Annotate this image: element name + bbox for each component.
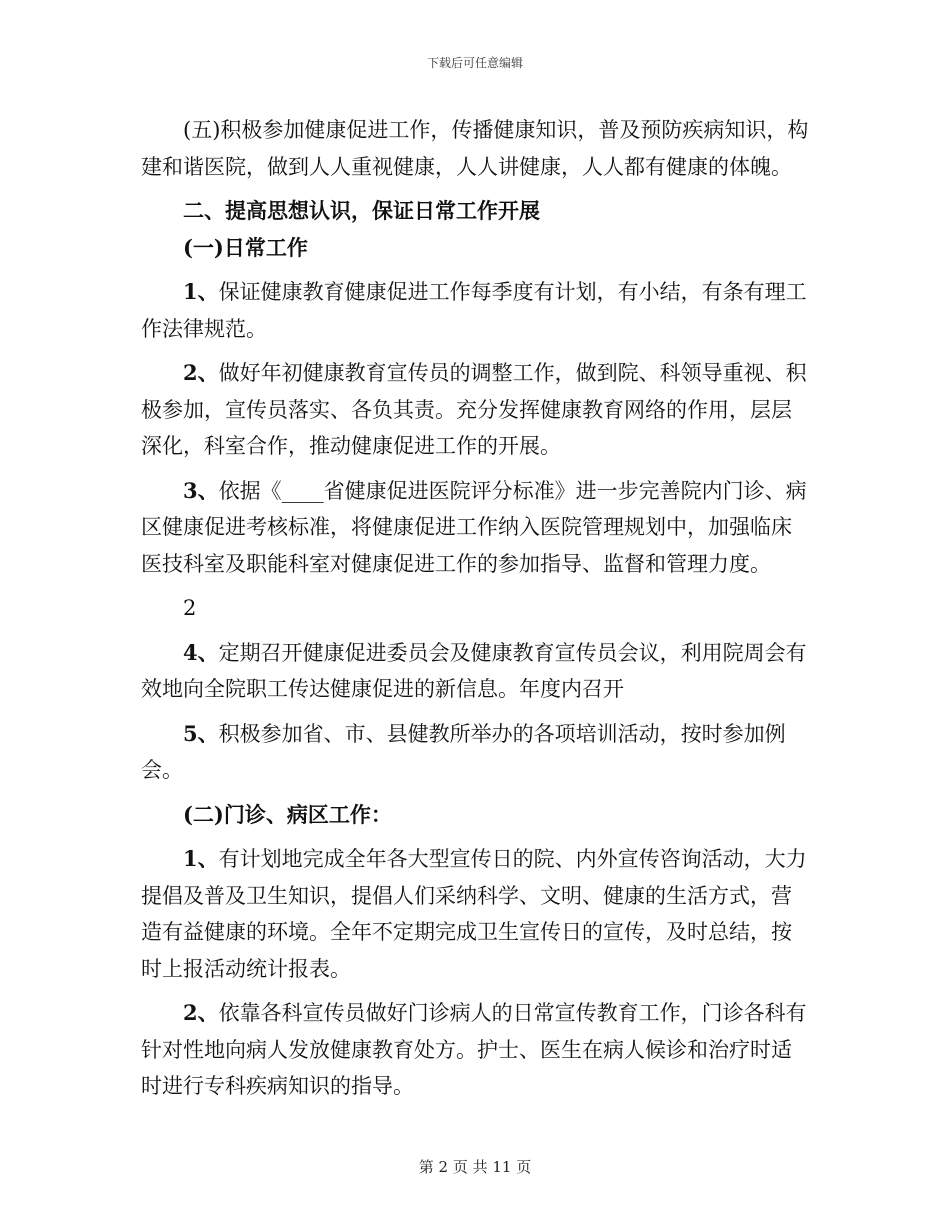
page-footer-number: 第 2 页 共 11 页	[418, 1158, 532, 1176]
list-item	[141, 995, 811, 1105]
item-text: 保证健康教育健康促进工作每季度有计划，有小结，有条有理工作法律规范。	[141, 280, 807, 341]
item-text: 积极参加省、市、县健教所举办的各项培训活动，按时参加例会。	[141, 721, 786, 782]
item-text: 依靠各科宣传员做好门诊病人的日常宣传教育工作，门诊各科有针对性地向病人发放健康教育处方。护士、医生在病人候诊和治疗时适时进行专科疾病知识的指导。	[141, 1001, 807, 1098]
page-marker: 2	[183, 596, 197, 620]
page-header-note: 下载后可任意编辑	[426, 56, 523, 70]
list-item	[141, 716, 811, 789]
item-text: 做好年初健康教育宣传员的调整工作，做到院、科领导重视、积极参加，宣传员落实、各负其责。充分发挥健康教育网络的作用，层层深化，科室合作，推动健康促进工作的开展。	[141, 361, 807, 458]
section-heading-2: 二、提高思想认识，保证日常工作开展	[183, 198, 540, 223]
item-number: 3、	[183, 477, 219, 503]
list-item	[141, 473, 811, 583]
item-number: 4、	[183, 639, 219, 665]
item-text: 依据《____省健康促进医院评分标准》进一步完善院内门诊、病区健康促进考核标准，将健康促进工作纳入医院管理规划中，加强临床医技科室及职能科室对健康促进工作的参加指导、监督和管理力度。	[141, 478, 807, 576]
item-number: 1、	[183, 279, 219, 304]
list-item	[141, 635, 811, 708]
subsection-heading-daily-work: (一)日常工作	[183, 234, 308, 260]
item-number: 2、	[183, 360, 219, 385]
list-item	[141, 841, 811, 987]
item-text: 定期召开健康促进委员会及健康教育宣传员会议，利用院周会有效地向全院职工传达健康促进的新信息。年度内召开	[141, 640, 807, 701]
item-number: 2、	[183, 1000, 219, 1025]
list-item	[141, 274, 811, 347]
item-number: 1、	[183, 846, 219, 871]
paragraph-5: (五)积极参加健康促进工作，传播健康知识，普及预防疾病知识，构建和谐医院，做到人人重视健康，人人讲健康，人人都有健康的体魄。	[141, 118, 809, 179]
list-item	[141, 355, 811, 465]
item-text: 有计划地完成全年各大型宣传日的院、内外宣传咨询活动，大力提倡及普及卫生知识，提倡人们采纳科学、文明、健康的生活方式，营造有益健康的环境。全年不定期完成卫生宣传日的宣传，及时总结，按时上报活动统计报表。	[141, 847, 807, 981]
subsection-heading-outpatient: (二)门诊、病区工作：	[183, 801, 392, 827]
document-body	[141, 112, 811, 1105]
item-number: 5、	[183, 720, 219, 746]
